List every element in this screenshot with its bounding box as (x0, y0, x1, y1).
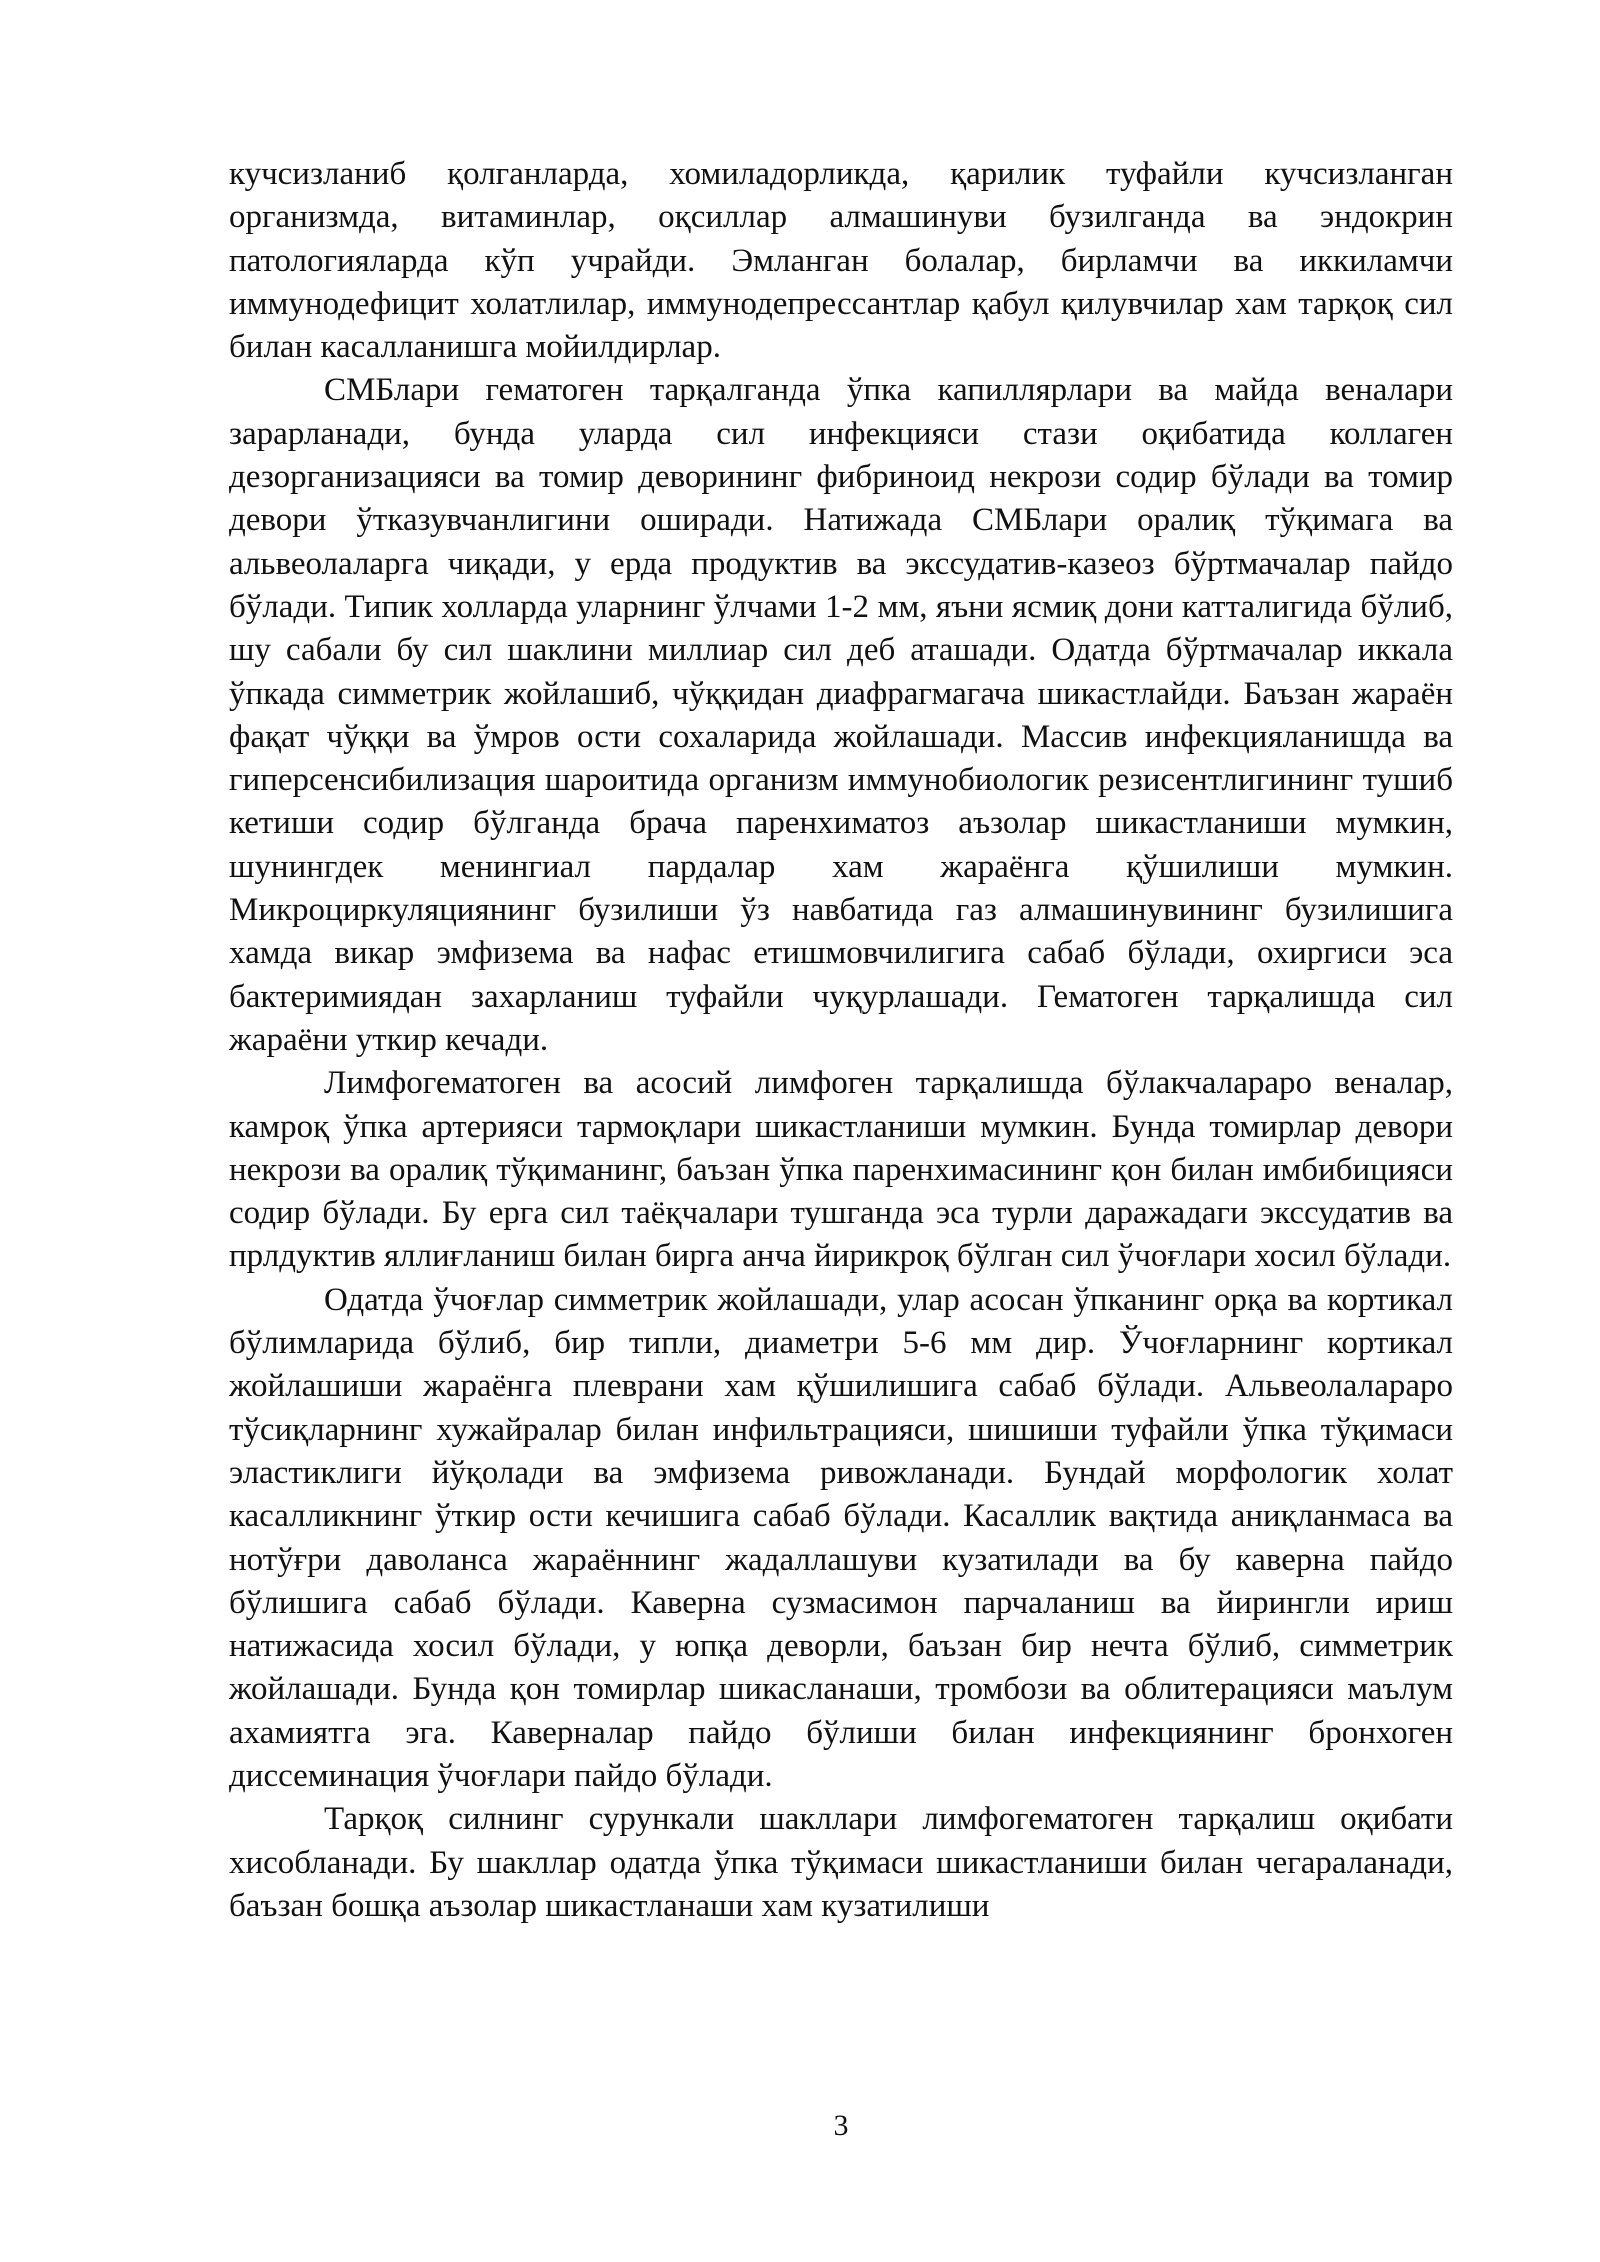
paragraph-4: Одатда ўчоғлар симметрик жойлашади, улар асосан ўпканинг орқа ва кортикал бўлимларида бўлиб, бир типли, диаметри 5-6 мм дир. Ўчоғларнинг кортикал жойлашиши жараёнга плеврани хам қўшилишига сабаб бўлади. Альвеолалараро тўсиқларнинг хужайралар билан инфильтрацияси, шишиши туфайли ўпка тўқимаси эластиклиги йўқолади ва эмфизема ривожланади. Бундай морфологик холат касалликнинг ўткир ости кечишига сабаб бўлади. Касаллик вақтида аниқланмаса ва нотўғри даволанса жараённинг жадаллашуви кузатилади ва бу каверна пайдо бўлишига сабаб бўлади. Каверна сузмасимон парчаланиш ва йирингли ириш натижасида хосил бўлади, у юпқа деворли, баъзан бир нечта бўлиб, симметрик жойлашади. Бунда қон томирлар шикасланаши, тромбози ва облитерацияси маълум ахамиятга эга. Каверналар пайдо бўлиши билан инфекциянинг бронхоген диссеминация ўчоғлари пайдо бўлади. (229, 1281, 1453, 1794)
paragraph-1: кучсизланиб қолганларда, хомиладорликда, қарилик туфайли кучсизланган организмда, витаминлар, оқсиллар алмашинуви бузилганда ва эндокрин патологияларда кўп учрайди. Эмланган болалар, бирламчи ва иккиламчи иммунодефицит холатлилар, иммунодепрессантлар қабул қилувчилар хам тарқоқ сил билан касалланишга мойилдирлар. (229, 156, 1453, 366)
page-number: 3 (833, 2109, 849, 2142)
paragraph-2: СМБлари гематоген тарқалганда ўпка капиллярлари ва майда веналари зарарланади, бунда уларда сил инфекцияси стази оқибатида коллаген дезорганизацияси ва томир деворининг фибриноид некрози содир бўлади ва томир девори ўтказувчанлигини оширади. Натижада СМБлари оралиқ тўқимага ва альвеолаларга чиқади, у ерда продуктив ва экссудатив-казеоз бўртмачалар пайдо бўлади. Типик холларда уларнинг ўлчами 1-2 мм, яъни ясмиқ дони катталигида бўлиб, шу сабали бу сил шаклини миллиар сил деб аташади. Одатда бўртмачалар иккала ўпкада симметрик жойлашиб, чўққидан диафрагмагача шикастлайди. Баъзан жараён фақат чўққи ва ўмров ости сохаларида жойлашади. Массив инфекцияланишда ва гиперсенсибилизация шароитида организм иммунобиологик резисентлигининг тушиб кетиши содир бўлганда брача паренхиматоз аъзолар шикастланиши мумкин, шунингдек менингиал пардалар хам жараёнга қўшилиши мумкин. Микроциркуляциянинг бузилиши ўз навбатида газ алмашинувининг бузилишига хамда викар эмфизема ва нафас етишмовчилигига сабаб бўлади, охиргиси эса бактеримиядан захарланиш туфайли чуқурлашади. Гематоген тарқалишда сил жараёни уткир кечади. (229, 372, 1453, 1058)
body-text (229, 153, 1453, 1928)
paragraph-5: Тарқоқ силнинг сурункали шакллари лимфогематоген тарқалиш оқибати хисобланади. Бу шакллар одатда ўпка тўқимаси шикастланиши билан чегараланади, баъзан бошқа аъзолар шикастланаши хам кузатилиши (229, 1801, 1453, 1924)
paragraph-3: Лимфогематоген ва асосий лимфоген тарқалишда бўлакчалараро веналар, камроқ ўпка артерияси тармоқлари шикастланиши мумкин. Бунда томирлар девори некрози ва оралиқ тўқиманинг, баъзан ўпка паренхимасининг қон билан имбибицияси содир бўлади. Бу ерга сил таёқчалари тушганда эса турли даражадаги экссудатив ва прлдуктив яллиғланиш билан бирга анча йирикроқ бўлган сил ўчоғлари хосил бўлади. (229, 1065, 1453, 1275)
